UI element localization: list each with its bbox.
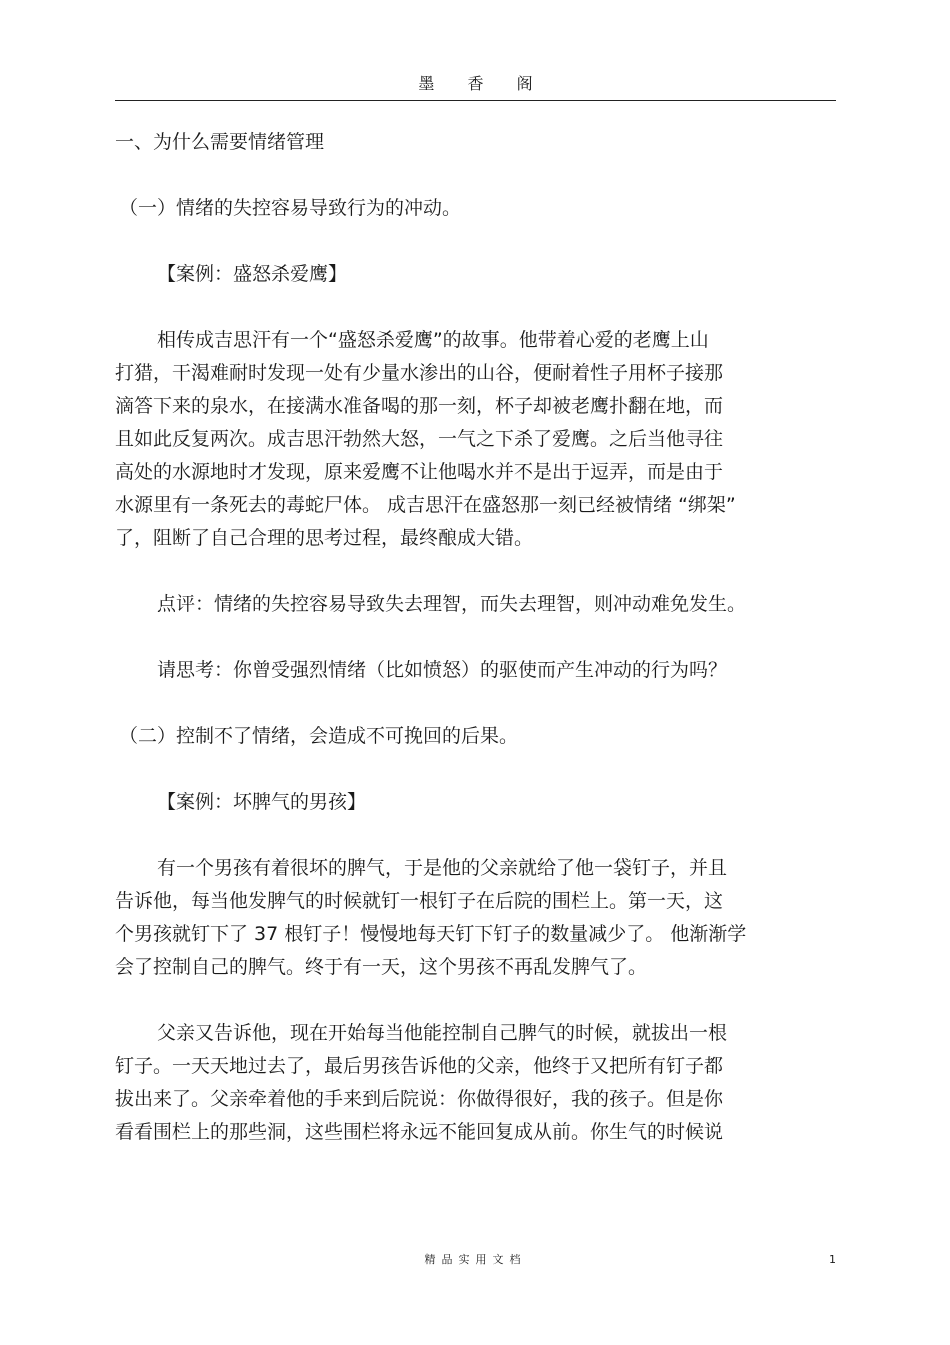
case2-line: 钉子。一天天地过去了，最后男孩告诉他的父亲，他终于又把所有钉子都 [115,1055,724,1077]
document-body [115,122,836,1149]
case1-line: 了，阻断了自己合理的思考过程，最终酿成大错。 [115,527,534,549]
case-title-2: 【案例：坏脾气的男孩】 [157,791,367,813]
subsection-title-2: （二）控制不了情绪，会造成不可挽回的后果。 [119,725,519,747]
case1-line: 相传成吉思汗有一个“盛怒杀爱鹰”的故事。他带着心爱的老鹰上山 [157,329,709,351]
comment-paragraph: 点评：情绪的失控容易导致失去理智，而失去理智，则冲动难免发生。 [157,593,747,615]
case-paragraph-2 [115,852,836,984]
case2-line: 告诉他，每当他发脾气的时候就钉一根钉子在后院的围栏上。第一天，这 [115,890,724,912]
footer-text: 精品实用文档 [424,1253,527,1266]
case-paragraph-1 [115,324,836,555]
header-title: 墨 香 阁 [418,74,547,93]
case2-line: 看看围栏上的那些洞，这些围栏将永远不能回复成从前。你生气的时候说 [115,1121,724,1143]
section-heading: 一、为什么需要情绪管理 [115,131,325,153]
subsection-title-1: （一）情绪的失控容易导致行为的冲动。 [119,197,462,219]
case2-line: 有一个男孩有着很坏的脾气，于是他的父亲就给了他一袋钉子，并且 [157,857,728,879]
case1-line: 水源里有一条死去的毒蛇尸体。 成吉思汗在盛怒那一刻已经被情绪 “绑架” [115,494,736,516]
case1-line: 滴答下来的泉水，在接满水准备喝的那一刻，杯子却被老鹰扑翻在地，而 [115,395,724,417]
case1-line: 高处的水源地时才发现，原来爱鹰不让他喝水并不是出于逗弄，而是由于 [115,461,724,483]
case2-line: 会了控制自己的脾气。终于有一天，这个男孩不再乱发脾气了。 [115,956,648,978]
case-paragraph-3 [115,1017,836,1149]
case2-line: 拔出来了。父亲牵着他的手来到后院说：你做得很好，我的孩子。但是你 [115,1088,724,1110]
case2-line: 个男孩就钉下了 37 根钉子！慢慢地每天钉下钉子的数量减少了。 他渐渐学 [115,923,747,945]
case1-line: 且如此反复两次。成吉思汗勃然大怒，一气之下杀了爱鹰。之后当他寻往 [115,428,724,450]
page-number: 1 [829,1253,836,1266]
page-header [115,70,836,101]
think-paragraph: 请思考：你曾受强烈情绪（比如愤怒）的驱使而产生冲动的行为吗？ [157,659,728,681]
page-footer [115,1248,836,1272]
case1-line: 打猎，干渴难耐时发现一处有少量水渗出的山谷，便耐着性子用杯子接那 [115,362,724,384]
case2-line: 父亲又告诉他，现在开始每当他能控制自己脾气的时候，就拔出一根 [157,1022,728,1044]
case-title-1: 【案例：盛怒杀爱鹰】 [157,263,348,285]
